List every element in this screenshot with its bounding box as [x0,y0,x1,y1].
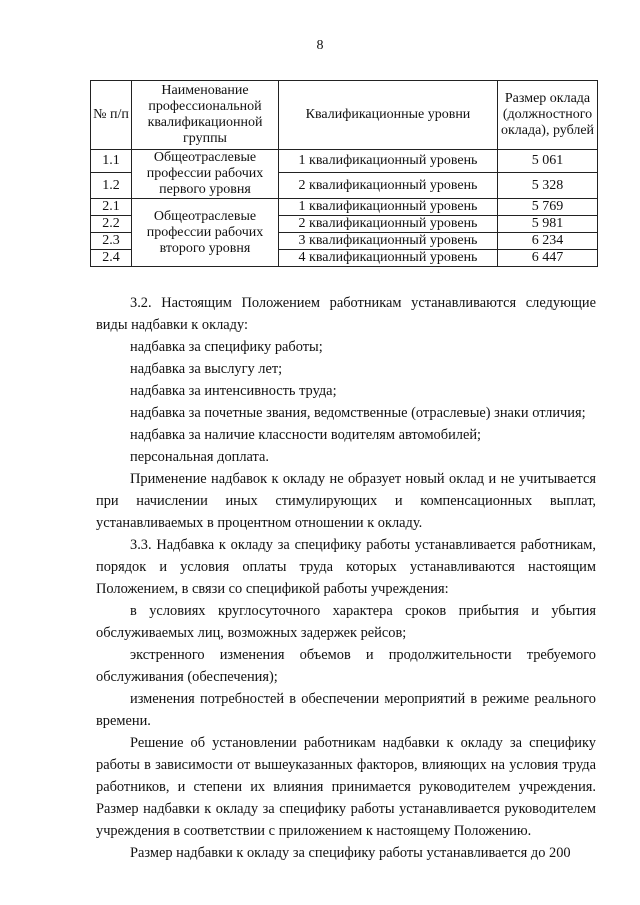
paragraph: Применение надбавок к окладу не образует новый оклад и не учитывается при начислении иных стимулирующих и компенсационных выплат, устанавливаемых в процентном отношении к окладу. [96,471,596,531]
paragraph: изменения потребностей в обеспечении мероприятий в режиме реального времени. [96,691,596,729]
paragraph: персональная доплата. [130,449,269,465]
row-num: 1.2 [91,173,132,199]
row-num: 2.1 [91,199,132,216]
paragraph: надбавка за наличие классности водителям автомобилей; [130,427,482,443]
salary-table [90,80,598,267]
header-levels: Квалификационные уровни [279,81,498,150]
paragraph: в условиях круглосуточного характера сроков прибытия и убытия обслуживаемых лиц, возможных задержек рейсов; [96,603,596,641]
paragraph: надбавка за выслугу лет; [130,361,283,377]
qualification-level: 2 квалификационный уровень [279,216,498,233]
paragraph: надбавка за интенсивность труда; [130,383,337,399]
table-row [91,199,598,216]
qualification-level: 1 квалификационный уровень [279,150,498,173]
body-text [96,292,596,864]
qualification-level: 3 квалификационный уровень [279,233,498,250]
salary-value: 5 981 [498,216,598,233]
salary-value: 5 061 [498,150,598,173]
qualification-level: 4 квалификационный уровень [279,250,498,267]
paragraph: надбавка за почетные звания, ведомственные (отраслевые) знаки отличия; [130,405,586,421]
qualification-level: 2 квалификационный уровень [279,173,498,199]
paragraph: 3.3. Надбавка к окладу за специфику работы устанавливается работникам, порядок и условия оплаты труда которых устанавливаются настоящим Положением, в связи со спецификой работы учреждения: [96,537,596,597]
paragraph: Размер надбавки к окладу за специфику работы устанавливается до 200 [130,845,571,861]
table-header-row [91,81,598,150]
row-num: 2.4 [91,250,132,267]
header-num: № п/п [91,81,132,150]
paragraph: 3.2. Настоящим Положением работникам устанавливаются следующие виды надбавки к окладу: [96,295,596,333]
row-num: 1.1 [91,150,132,173]
salary-table-body [91,150,598,267]
page-number: 8 [316,38,324,53]
group-name: Общеотраслевые профессии рабочих первого уровня [132,150,279,199]
paragraph: Решение об установлении работникам надбавки к окладу за специфику работы в зависимости от вышеуказанных факторов, влияющих на условия труда работников, и степени их влияния принимается руководителем учреждения. Размер надбавки к окладу за специфику работы устанавливается руководителем учреждения в соответствии с приложением к настоящему Положению. [96,735,596,839]
header-salary: Размер оклада (должностного оклада), рублей [498,81,598,150]
table-row [91,150,598,173]
salary-value: 6 447 [498,250,598,267]
paragraph: надбавка за специфику работы; [130,339,323,355]
salary-value: 6 234 [498,233,598,250]
row-num: 2.3 [91,233,132,250]
salary-value: 5 328 [498,173,598,199]
salary-value: 5 769 [498,199,598,216]
row-num: 2.2 [91,216,132,233]
group-name: Общеотраслевые профессии рабочих второго уровня [132,199,279,267]
header-group: Наименование профессиональной квалификационной группы [132,81,279,150]
qualification-level: 1 квалификационный уровень [279,199,498,216]
paragraph: экстренного изменения объемов и продолжительности требуемого обслуживания (обеспечения); [96,647,596,685]
